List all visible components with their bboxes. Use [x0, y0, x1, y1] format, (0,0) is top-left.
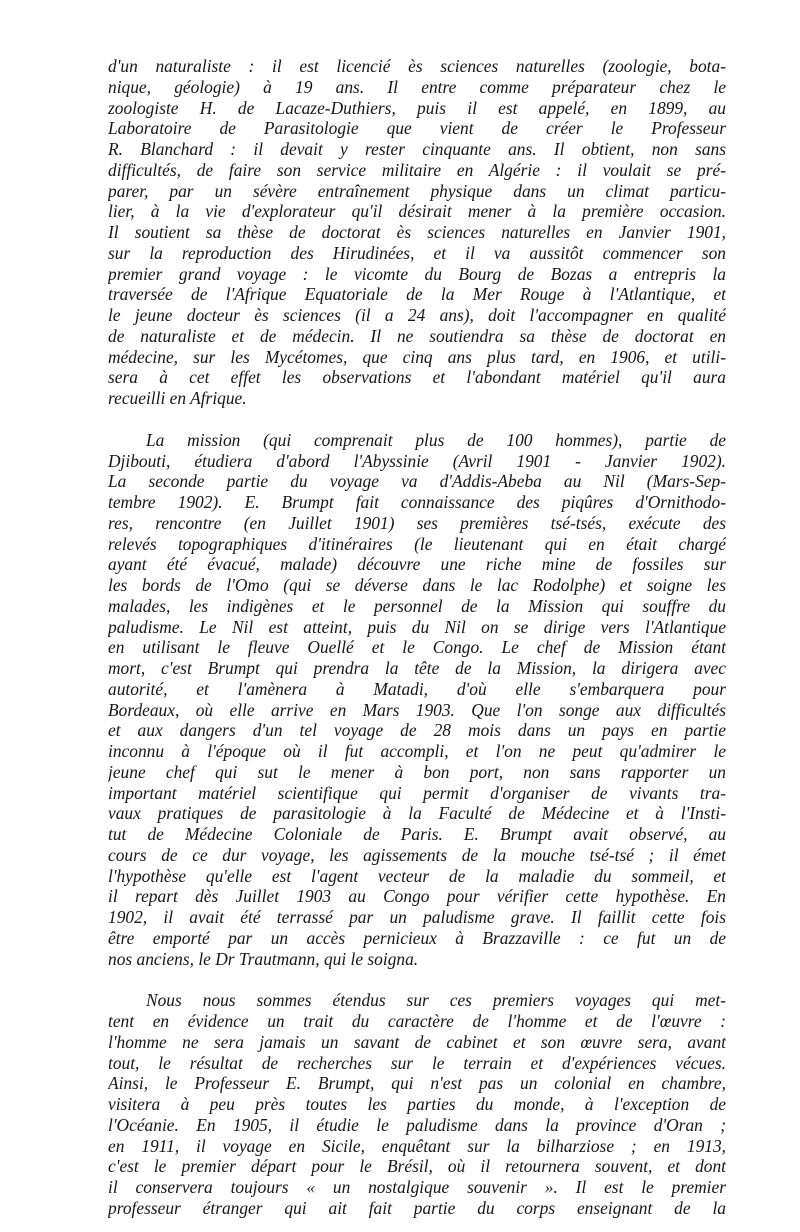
text-line: il conservera toujours « un nostalgique souvenir ». Il est le premier [108, 1177, 726, 1197]
text-line: le jeune docteur ès sciences (il a 24 ans), doit l'accompagner en qualité [108, 305, 726, 325]
document-page [108, 56, 726, 1219]
text-line: nique, géologie) à 19 ans. Il entre comme préparateur chez le [108, 76, 726, 97]
text-line: tut de Médecine Coloniale de Paris. E. Brumpt avait observé, au [108, 824, 726, 844]
text-line: il repart dès Juillet 1903 au Congo pour vérifier cette hypothèse. En [108, 886, 726, 907]
text-line: R. Blanchard : il devait y rester cinquante ans. Il obtient, non sans [108, 139, 726, 159]
text-line: mort, c'est Brumpt qui prendra la tête de la Mission, la dirigera avec [108, 658, 726, 678]
text-line: d'un naturaliste : il est licencié ès sciences naturelles (zoologie, bota- [108, 56, 726, 76]
paragraph-gap [108, 409, 726, 430]
text-line: difficultés, de faire son service militaire en Algérie : il voulait se pré- [108, 159, 726, 180]
text-line: lier, à la vie d'explorateur qu'il désirait mener à la première occasion. [108, 201, 726, 222]
paragraph-gap [108, 969, 726, 990]
text-line: paludisme. Le Nil est atteint, puis du Nil on se dirige vers l'Atlantique [108, 616, 726, 637]
text-line: ayant été évacué, malade) découvre une riche mine de fossiles sur [108, 554, 726, 575]
text-line: jeune chef qui sut le mener à bon port, non sans rapporter un [108, 761, 726, 782]
text-line: important matériel scientifique qui permit d'organiser de vivants tra- [108, 782, 726, 803]
text-line: visitera à peu près toutes les parties du monde, à l'exception de [108, 1094, 726, 1114]
text-line: en utilisant le fleuve Ouellé et le Congo. Le chef de Mission étant [108, 637, 726, 658]
text-line: c'est le premier départ pour le Brésil, où il retournera souvent, et dont [108, 1156, 726, 1177]
text-line: être emporté par un accès pernicieux à Brazzaville : ce fut un de [108, 927, 726, 948]
text-line: et aux dangers d'un tel voyage de 28 mois dans un pays en partie [108, 720, 726, 741]
text-line: tout, le résultat de recherches sur le terrain et d'expériences vécues. [108, 1052, 726, 1073]
text-line: malades, les indigènes et le personnel de la Mission qui souffre du [108, 595, 726, 616]
text-line: recueilli en Afrique. [108, 388, 247, 408]
text-line: res, rencontre (en Juillet 1901) ses premières tsé-tsés, exécute des [108, 512, 726, 533]
text-line: premier grand voyage : le vicomte du Bourg de Bozas a entrepris la [108, 263, 726, 284]
text-line: Bordeaux, où elle arrive en Mars 1903. Que l'on songe aux difficultés [108, 699, 726, 720]
text-line: l'Océanie. En 1905, il étudie le paludisme dans la province d'Oran ; [108, 1114, 726, 1135]
text-line: vaux pratiques de parasitologie à la Faculté de Médecine et à l'Insti- [108, 803, 726, 824]
text-line: en 1911, il voyage en Sicile, enquêtant sur la bilharziose ; en 1913, [108, 1135, 726, 1156]
text-line: relevés topographiques d'itinéraires (le lieutenant qui en était chargé [108, 533, 726, 554]
text-line: tent en évidence un trait du caractère de l'homme et de l'œuvre : [108, 1011, 726, 1031]
text-line: médecine, sur les Mycétomes, que cinq ans plus tard, en 1906, et utili- [108, 346, 726, 367]
text-line: de naturaliste et de médecin. Il ne soutiendra sa thèse de doctorat en [108, 325, 726, 346]
text-line: cours de ce dur voyage, les agissements de la mouche tsé-tsé ; il émet [108, 844, 726, 865]
text-line: l'hypothèse qu'elle est l'agent vecteur de la maladie du sommeil, et [108, 865, 726, 886]
paragraph-3 [108, 990, 726, 1218]
text-line: sur la reproduction des Hirudinées, et il va aussitôt commencer son [108, 242, 726, 263]
text-line: Ainsi, le Professeur E. Brumpt, qui n'est pas un colonial en chambre, [108, 1073, 726, 1094]
text-line: 1902, il avait été terrassé par un paludisme grave. Il faillit cette fois [108, 907, 726, 927]
text-line: Laboratoire de Parasitologie que vient de créer le Professeur [108, 118, 726, 139]
paragraph-2 [108, 430, 726, 970]
text-line: autorité, et l'amènera à Matadi, d'où elle s'embarquera pour [108, 678, 726, 699]
text-line: nos anciens, le Dr Trautmann, qui le soigna. [108, 948, 419, 969]
paragraph-1 [108, 56, 726, 409]
text-line: zoologiste H. de Lacaze-Duthiers, puis il est appelé, en 1899, au [108, 97, 726, 118]
text-line: sera à cet effet les observations et l'abondant matériel qu'il aura [108, 367, 726, 388]
text-line: parer, par un sévère entraînement physique dans un climat particu- [108, 180, 726, 201]
text-line: traversée de l'Afrique Equatoriale de la Mer Rouge à l'Atlantique, et [108, 284, 726, 305]
text-line: tembre 1902). E. Brumpt fait connaissance des piqûres d'Ornithodo- [108, 492, 726, 512]
text-line: les bords de l'Omo (qui se déverse dans le lac Rodolphe) et soigne les [108, 575, 726, 595]
text-line: inconnu à l'époque où il fut accompli, et l'on ne peut qu'admirer le [108, 741, 726, 761]
text-line: Nous nous sommes étendus sur ces premiers voyages qui met- [146, 990, 726, 1011]
text-line: Djibouti, étudiera d'abord l'Abyssinie (Avril 1901 - Janvier 1902). [108, 450, 726, 471]
text-line: Il soutient sa thèse de doctorat ès sciences naturelles en Janvier 1901, [108, 222, 726, 242]
text-line: La mission (qui comprenait plus de 100 hommes), partie de [146, 429, 726, 450]
text-line: professeur étranger qui ait fait partie du corps enseignant de la [108, 1197, 726, 1218]
text-line: La seconde partie du voyage va d'Addis-Abeba au Nil (Mars-Sep- [108, 471, 726, 492]
text-line: l'homme ne sera jamais un savant de cabinet et son œuvre sera, avant [108, 1031, 726, 1052]
